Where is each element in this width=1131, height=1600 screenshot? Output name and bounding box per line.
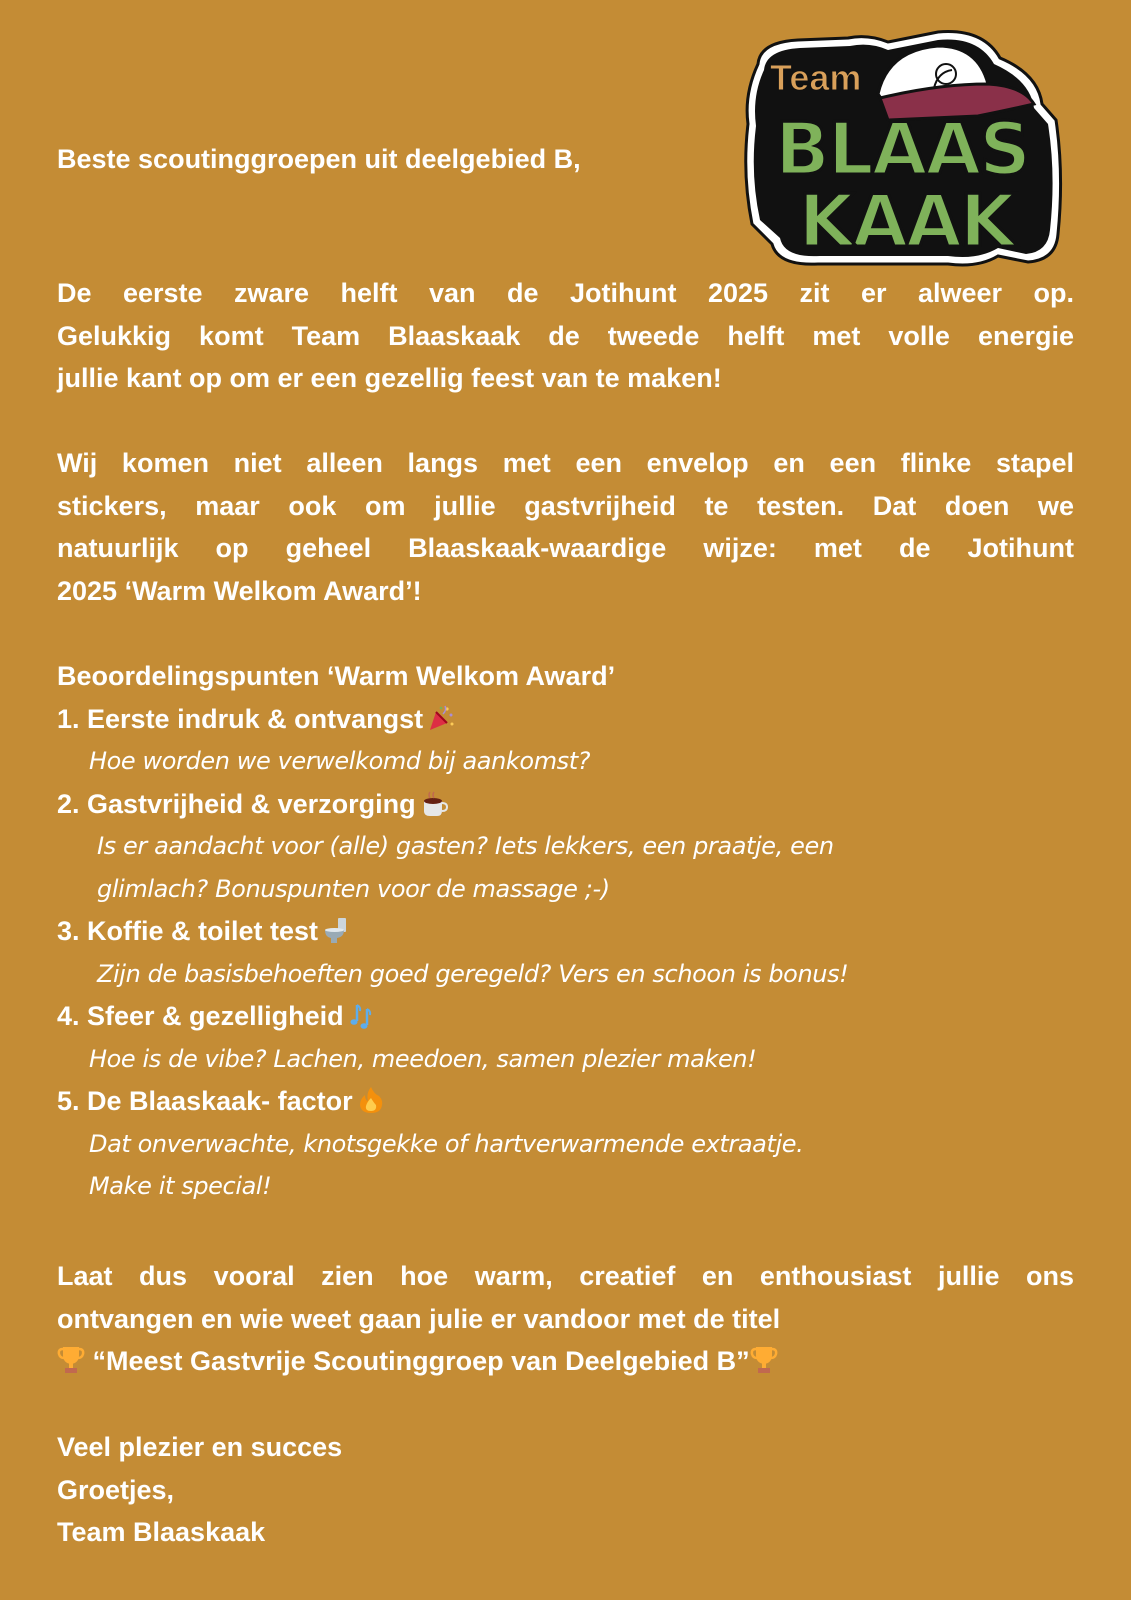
trophy-icon [57,1345,85,1375]
paragraph-line: 2025 ‘Warm Welkom Award’! [57,575,422,606]
signoff [57,1426,342,1554]
paragraph-line: jullie kant op om er een gezellig feest van te maken! [57,363,722,393]
criterion-title [57,1080,1057,1123]
award-title: “Meest Gastvrije Scoutinggroep van Deelgebied B” [92,1346,750,1376]
criterion-description: Zijn de basisbehoeften goed geregeld? Vers en schoon is bonus! [97,959,849,988]
criterion-item [57,698,1057,783]
closing-line: Laat dus vooral zien hoe warm, creatief en enthousiast jullie ons [57,1261,1074,1291]
criterion-description: Is er aandacht voor (alle) gasten? Iets lekkers, een praatje, een [97,832,834,860]
award-title-line [57,1340,1074,1383]
trophy-icon [750,1345,778,1375]
criterion-description: Hoe worden we verwelkomd bij aankomst? [89,747,591,775]
criterion-item [57,995,1057,1080]
criterion-title [57,783,1057,826]
paragraph-line: natuurlijk op geheel Blaaskaak-waardige wijze: met de Jotihunt [57,533,1074,563]
closing-paragraph [57,1255,1074,1383]
criterion-title-text: 5. De Blaaskaak- factor [57,1086,353,1116]
music-notes-icon [348,1001,376,1029]
criterion-title-text: 1. Eerste indruk & ontvangst [57,703,424,734]
signoff-line: Veel plezier en succes [57,1432,343,1462]
criterion-description: Make it special! [89,1172,272,1200]
criterion-title-text: 3. Koffie & toilet test [57,916,319,946]
criteria-section [57,655,1057,1208]
logo-blaas-text: BLAAS [774,107,1030,191]
criteria-title: Beoordelingspunten ‘Warm Welkom Award’ [57,661,616,691]
criterion-title [57,698,1057,741]
paragraph-line: stickers, maar ook om jullie gastvrijheid te testen. Dat doen we [57,490,1074,521]
logo-kaak-text: KAAK [798,179,1014,263]
criterion-item [57,783,1057,911]
hot-beverage-icon [420,789,448,817]
paragraph-line: Wij komen niet alleen langs met een envelop en een flinke stapel [57,448,1074,478]
paragraph-line: Gelukkig komt Team Blaaskaak de tweede helft met volle energie [57,320,1074,351]
closing-line: ontvangen en wie weet gaan julie er vandoor met de titel [57,1303,781,1334]
award-paragraph [57,442,1074,612]
fire-icon [357,1086,385,1114]
criterion-description: Hoe is de vibe? Lachen, meedoen, samen plezier maken! [89,1044,757,1073]
criterion-title [57,910,1057,953]
signoff-line: Groetjes, [57,1474,175,1505]
intro-paragraph [57,272,1074,400]
logo-team-text: Team [770,57,862,98]
criterion-item [57,1080,1057,1208]
team-blaaskaak-logo [738,24,1066,270]
paragraph-line: De eerste zware helft van de Jotihunt 2025 zit er alweer op. [57,278,1074,308]
criterion-title-text: 4. Sfeer & gezelligheid [57,1001,344,1031]
signature: Team Blaaskaak [57,1517,266,1547]
toilet-icon [322,916,350,944]
criterion-title-text: 2. Gastvrijheid & verzorging [57,788,416,819]
criterion-item [57,910,1057,995]
criterion-title [57,995,1057,1038]
greeting: Beste scoutinggroepen uit deelgebied B, [57,144,581,174]
party-popper-icon [427,704,455,732]
criterion-description: Dat onverwachte, knotsgekke of hartverwarmende extraatje. [89,1129,804,1158]
criterion-description: glimlach? Bonuspunten voor de massage ;-) [97,874,610,903]
